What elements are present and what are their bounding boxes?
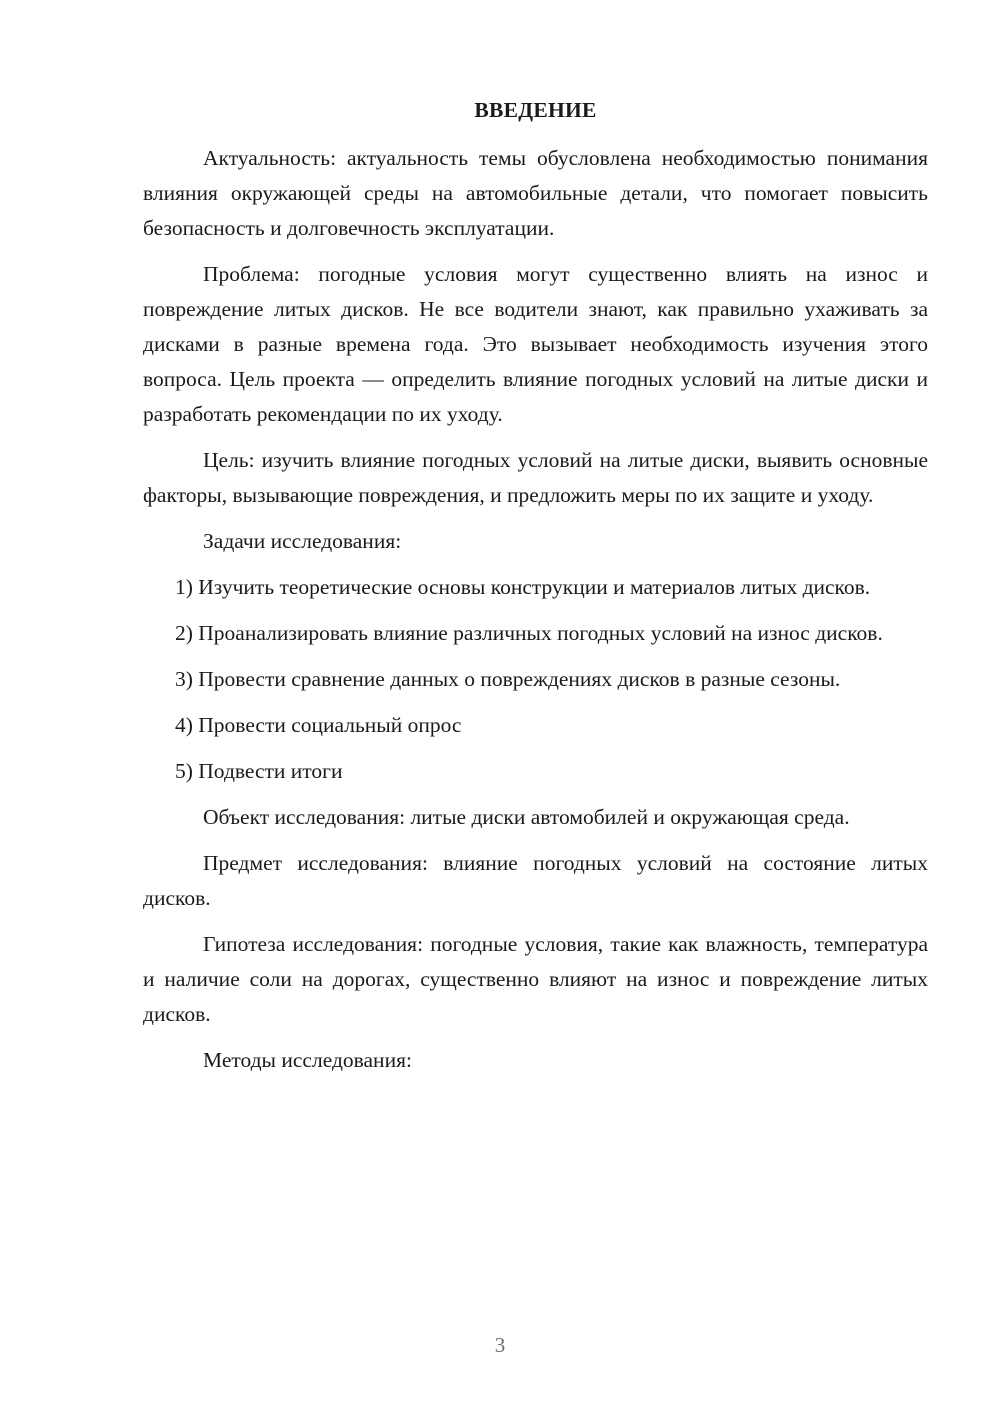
task-item-1: 1) Изучить теоретические основы конструкции и материалов литых дисков. — [175, 575, 871, 599]
paragraph-hypothesis: Гипотеза исследования: погодные условия, такие как влажность, температура и наличие соли на дорогах, существенно влияют на износ и повреждение литых дисков. — [143, 932, 928, 1026]
task-item-5: 5) Подвести итоги — [175, 759, 343, 783]
page-number: 3 — [494, 1333, 506, 1357]
task-item-3: 3) Провести сравнение данных о повреждениях дисков в разные сезоны. — [175, 667, 841, 691]
task-item-4: 4) Провести социальный опрос — [175, 713, 462, 737]
page-content — [143, 93, 928, 1089]
methods-heading: Методы исследования: — [203, 1048, 412, 1072]
section-title: ВВЕДЕНИЕ — [474, 98, 597, 122]
tasks-heading: Задачи исследования: — [203, 529, 402, 553]
paragraph-problem: Проблема: погодные условия могут существенно влиять на износ и повреждение литых дисков. Не все водители знают, как правильно ухаживать за дисками в разные времена года. Это вызывает необходимость изучения этого вопроса. Цель проекта — определить влияние погодных условий на литые диски и разработать рекомендации по их уходу. — [143, 262, 928, 426]
paragraph-object: Объект исследования: литые диски автомобилей и окружающая среда. — [203, 805, 850, 829]
paragraph-subject: Предмет исследования: влияние погодных условий на состояние литых дисков. — [143, 851, 928, 910]
paragraph-goal: Цель: изучить влияние погодных условий на литые диски, выявить основные факторы, вызывающие повреждения, и предложить меры по их защите и уходу. — [143, 448, 928, 507]
paragraph-relevance: Актуальность: актуальность темы обусловлена необходимостью понимания влияния окружающей среды на автомобильные детали, что помогает повысить безопасность и долговечность эксплуатации. — [143, 146, 928, 240]
task-item-2: 2) Проанализировать влияние различных погодных условий на износ дисков. — [175, 621, 883, 645]
